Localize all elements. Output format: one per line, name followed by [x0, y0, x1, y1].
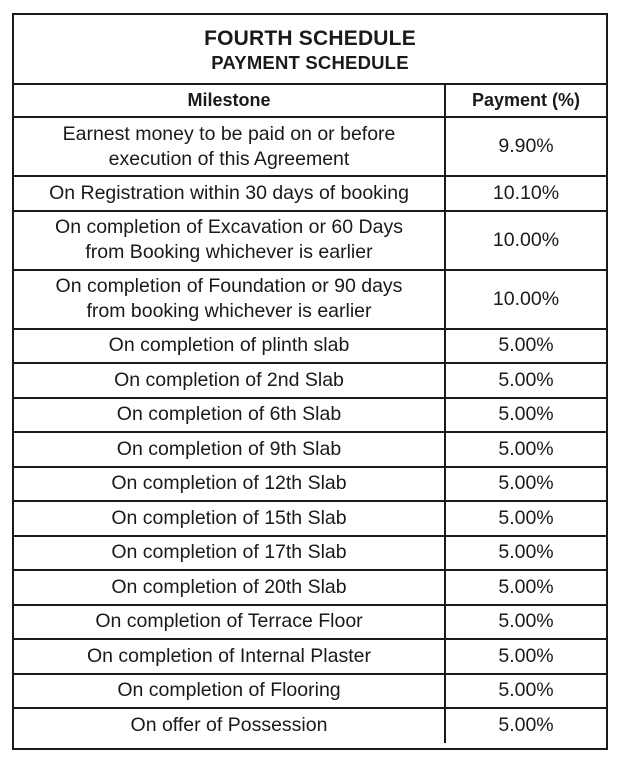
table-row [14, 432, 606, 467]
payment-table [14, 85, 606, 743]
payment-cell: 5.00% [445, 536, 606, 571]
table-row [14, 467, 606, 502]
table-row [14, 398, 606, 433]
milestone-cell: On completion of 12th Slab [14, 467, 445, 502]
milestone-line-1: On completion of Foundation or 90 days [55, 275, 403, 297]
column-header-milestone: Milestone [14, 85, 445, 117]
milestone-line-1: Earnest money to be paid on or before [62, 122, 396, 145]
table-row [14, 329, 606, 364]
table-row [14, 708, 606, 743]
table-row [14, 211, 606, 270]
milestone-line-2: from booking whichever is earlier [86, 300, 372, 322]
table-row [14, 363, 606, 398]
title-block [14, 15, 606, 85]
milestone-cell: On completion of 17th Slab [14, 536, 445, 571]
milestone-cell: On completion of 6th Slab [14, 398, 445, 433]
payment-cell: 5.00% [445, 570, 606, 605]
milestone-cell: On offer of Possession [14, 708, 445, 743]
table-row [14, 674, 606, 709]
payment-cell: 5.00% [445, 432, 606, 467]
table-row [14, 536, 606, 571]
payment-schedule-sheet [12, 13, 608, 750]
milestone-line-2: from Booking whichever is earlier [85, 241, 373, 263]
milestone-cell: On completion of 20th Slab [14, 570, 445, 605]
payment-cell: 10.00% [445, 211, 606, 270]
payment-cell: 5.00% [445, 674, 606, 709]
table-row [14, 117, 606, 176]
payment-cell: 10.00% [445, 270, 606, 329]
payment-cell: 5.00% [445, 398, 606, 433]
payment-cell: 5.00% [445, 363, 606, 398]
payment-cell: 5.00% [445, 329, 606, 364]
table-row [14, 270, 606, 329]
schedule-subtitle: PAYMENT SCHEDULE [211, 52, 409, 73]
milestone-cell: On completion of 2nd Slab [14, 363, 445, 398]
schedule-title: FOURTH SCHEDULE [204, 27, 416, 50]
milestone-cell: On completion of Flooring [14, 674, 445, 709]
milestone-cell [14, 211, 445, 270]
table-row [14, 570, 606, 605]
milestone-cell [14, 270, 445, 329]
payment-cell: 5.00% [445, 467, 606, 502]
milestone-cell: On completion of Terrace Floor [14, 605, 445, 640]
milestone-cell: On Registration within 30 days of booking [14, 176, 445, 211]
table-row [14, 176, 606, 211]
payment-cell: 5.00% [445, 501, 606, 536]
milestone-cell: On completion of 15th Slab [14, 501, 445, 536]
payment-cell: 9.90% [445, 117, 606, 176]
milestone-line-2: execution of this Agreement [108, 147, 350, 170]
payment-cell: 5.00% [445, 605, 606, 640]
payment-cell: 10.10% [445, 176, 606, 211]
payment-cell: 5.00% [445, 708, 606, 743]
table-row [14, 501, 606, 536]
milestone-cell: On completion of 9th Slab [14, 432, 445, 467]
milestone-cell: On completion of Internal Plaster [14, 639, 445, 674]
milestone-line-1: On completion of Excavation or 60 Days [55, 216, 403, 238]
table-header-row [14, 85, 606, 117]
milestone-cell: On completion of plinth slab [14, 329, 445, 364]
milestone-cell [14, 117, 445, 176]
payment-cell: 5.00% [445, 639, 606, 674]
column-header-payment: Payment (%) [445, 85, 606, 117]
table-row [14, 605, 606, 640]
table-row [14, 639, 606, 674]
